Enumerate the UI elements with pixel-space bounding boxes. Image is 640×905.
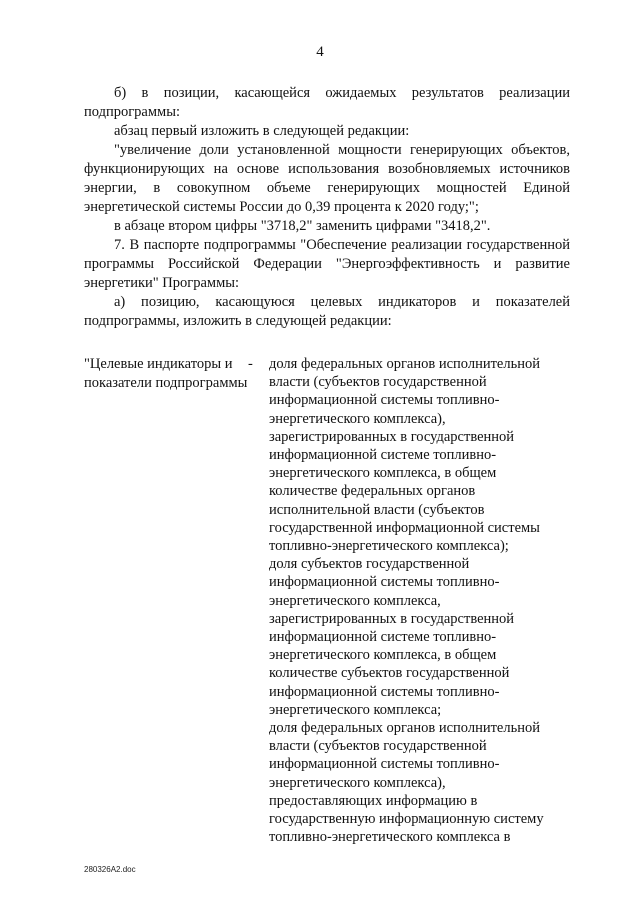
table-dash: - <box>248 356 253 372</box>
indicator-line: доля субъектов государственной <box>269 556 470 573</box>
paragraph-b-position: б) в позиции, касающейся ожидаемых результатов реализации подпрограммы: <box>84 85 570 120</box>
indicator-line: топливно-энергетического комплекса); <box>269 538 509 555</box>
paragraph-first-abzac: абзац первый изложить в следующей редакции: <box>114 123 410 139</box>
indicator-line: зарегистрированных в государственной <box>269 610 515 627</box>
indicator-line: информационной системы топливно- <box>269 683 500 700</box>
indicator-line: информационной системы топливно- <box>269 392 500 409</box>
indicator-line: власти (субъектов государственной <box>269 738 487 755</box>
indicator-line: информационной системы топливно- <box>269 574 500 591</box>
indicator-line: зарегистрированных в государственной <box>269 428 515 445</box>
page-number: 4 <box>316 44 324 60</box>
indicator-line: энергетического комплекса), <box>269 410 446 427</box>
paragraph-a-position: а) позицию, касающуюся целевых индикаторов и показателей подпрограммы, изложить в следующей редакции: <box>84 294 570 329</box>
indicator-line: доля федеральных органов исполнительной <box>269 356 540 372</box>
indicator-line: количестве субъектов государственной <box>269 665 510 682</box>
indicator-line: государственной информационной системы <box>269 519 540 536</box>
indicator-line: энергетического комплекса; <box>269 701 442 718</box>
indicator-line: информационной системы топливно- <box>269 756 500 773</box>
indicator-line: топливно-энергетического комплекса в <box>269 829 511 846</box>
document-body <box>84 84 570 331</box>
indicator-line: исполнительной власти (субъектов <box>269 501 485 518</box>
indicator-line: государственную информационную систему <box>269 811 544 828</box>
paragraph-second-abzac: в абзаце втором цифры "3718,2" заменить цифрами "3418,2". <box>114 218 491 234</box>
indicator-line: доля федеральных органов исполнительной <box>269 720 540 737</box>
indicator-line: предоставляющих информацию в <box>269 792 478 809</box>
footer-filename: 280326A2.doc <box>84 865 136 874</box>
paragraph-quote-increase: "увеличение доли установленной мощности генерирующих объектов, функционирующих на основе использования возобновляемых источников энергии, в совокупном объеме генерирующих мощностей Единой энергетической системы России до 0,39 процента к 2020 году;"; <box>84 142 570 215</box>
indicator-line: энергетического комплекса, в общем <box>269 465 497 482</box>
indicators-label: "Целевые индикаторы и показатели подпрограммы <box>84 356 248 391</box>
indicator-line: энергетического комплекса), <box>269 774 446 791</box>
indicator-line: количестве федеральных органов <box>269 483 476 500</box>
indicator-line: информационной системе топливно- <box>269 629 497 646</box>
indicator-line: энергетического комплекса, <box>269 592 441 609</box>
indicator-line: энергетического комплекса, в общем <box>269 647 497 664</box>
indicators-value <box>269 355 569 846</box>
indicator-line: информационной системе топливно- <box>269 447 497 464</box>
paragraph-item-7: 7. В паспорте подпрограммы "Обеспечение реализации государственной программы Российской Федерации "Энергоэффективность и развитие энергетики" Программы: <box>84 237 570 291</box>
indicator-line: власти (субъектов государственной <box>269 374 487 391</box>
